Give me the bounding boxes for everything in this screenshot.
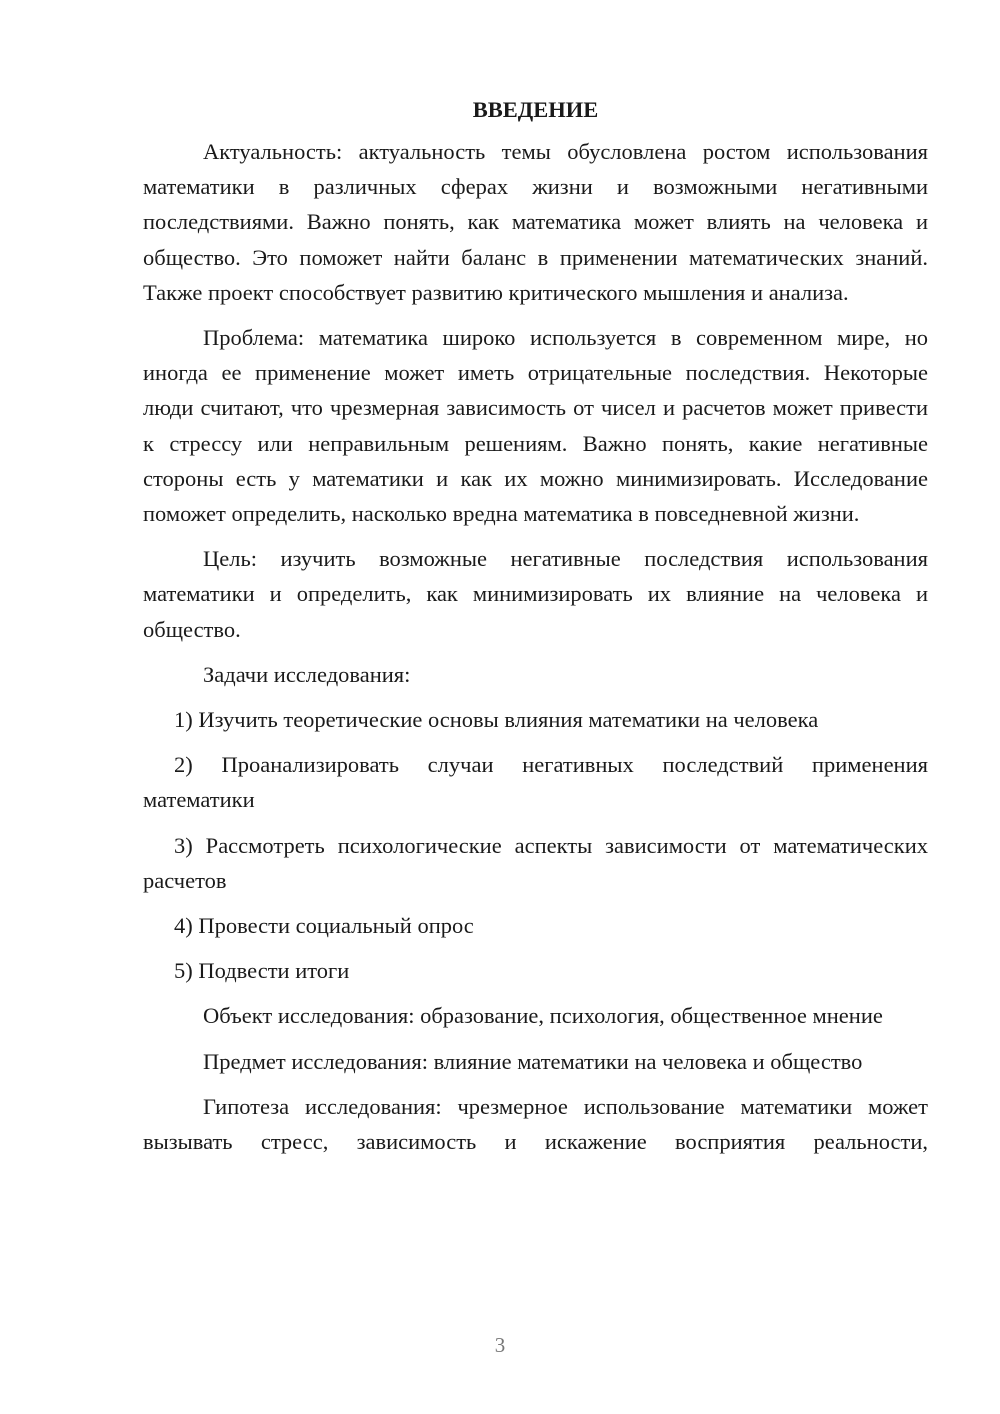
relevance-paragraph: Актуальность: актуальность темы обусловлена ростом использования математики в различных сферах жизни и возможными негативными последствиями. Важно понять, как математика может влиять на человека и общество. Это поможет найти баланс в применении математических знаний. Также проект способствует развитию критического мышления и анализа. xyxy=(143,139,928,305)
object-paragraph: Объект исследования: образование, психология, общественное мнение xyxy=(203,1003,883,1029)
task-item-1: 1) Изучить теоретические основы влияния математики на человека xyxy=(174,707,819,733)
tasks-heading: Задачи исследования: xyxy=(203,661,411,687)
task-item-3: 3) Рассмотреть психологические аспекты зависимости от математических расчетов xyxy=(143,832,928,893)
section-title: ВВЕДЕНИЕ xyxy=(472,97,599,122)
problem-paragraph: Проблема: математика широко используется в современном мире, но иногда ее применение может иметь отрицательные последствия. Некоторые люди считают, что чрезмерная зависимость от чисел и расчетов может привести к стрессу или неправильным решениям. Важно понять, какие негативные стороны есть у математики и как их можно минимизировать. Исследование поможет определить, насколько вредна математика в повседневной жизни. xyxy=(143,325,928,527)
task-item-2: 2) Проанализировать случаи негативных последствий применения математики xyxy=(143,752,928,813)
goal-paragraph: Цель: изучить возможные негативные последствия использования математики и определить, как минимизировать их влияние на человека и общество. xyxy=(143,546,928,642)
subject-paragraph: Предмет исследования: влияние математики на человека и общество xyxy=(203,1048,863,1074)
page-number: 3 xyxy=(494,1333,506,1357)
hypothesis-paragraph: Гипотеза исследования: чрезмерное использование математики может вызывать стресс, зависимость и искажение восприятия реальности, xyxy=(143,1093,928,1155)
task-item-4: 4) Провести социальный опрос xyxy=(174,913,474,939)
task-item-5: 5) Подвести итоги xyxy=(174,958,350,984)
document-page xyxy=(143,94,928,1159)
